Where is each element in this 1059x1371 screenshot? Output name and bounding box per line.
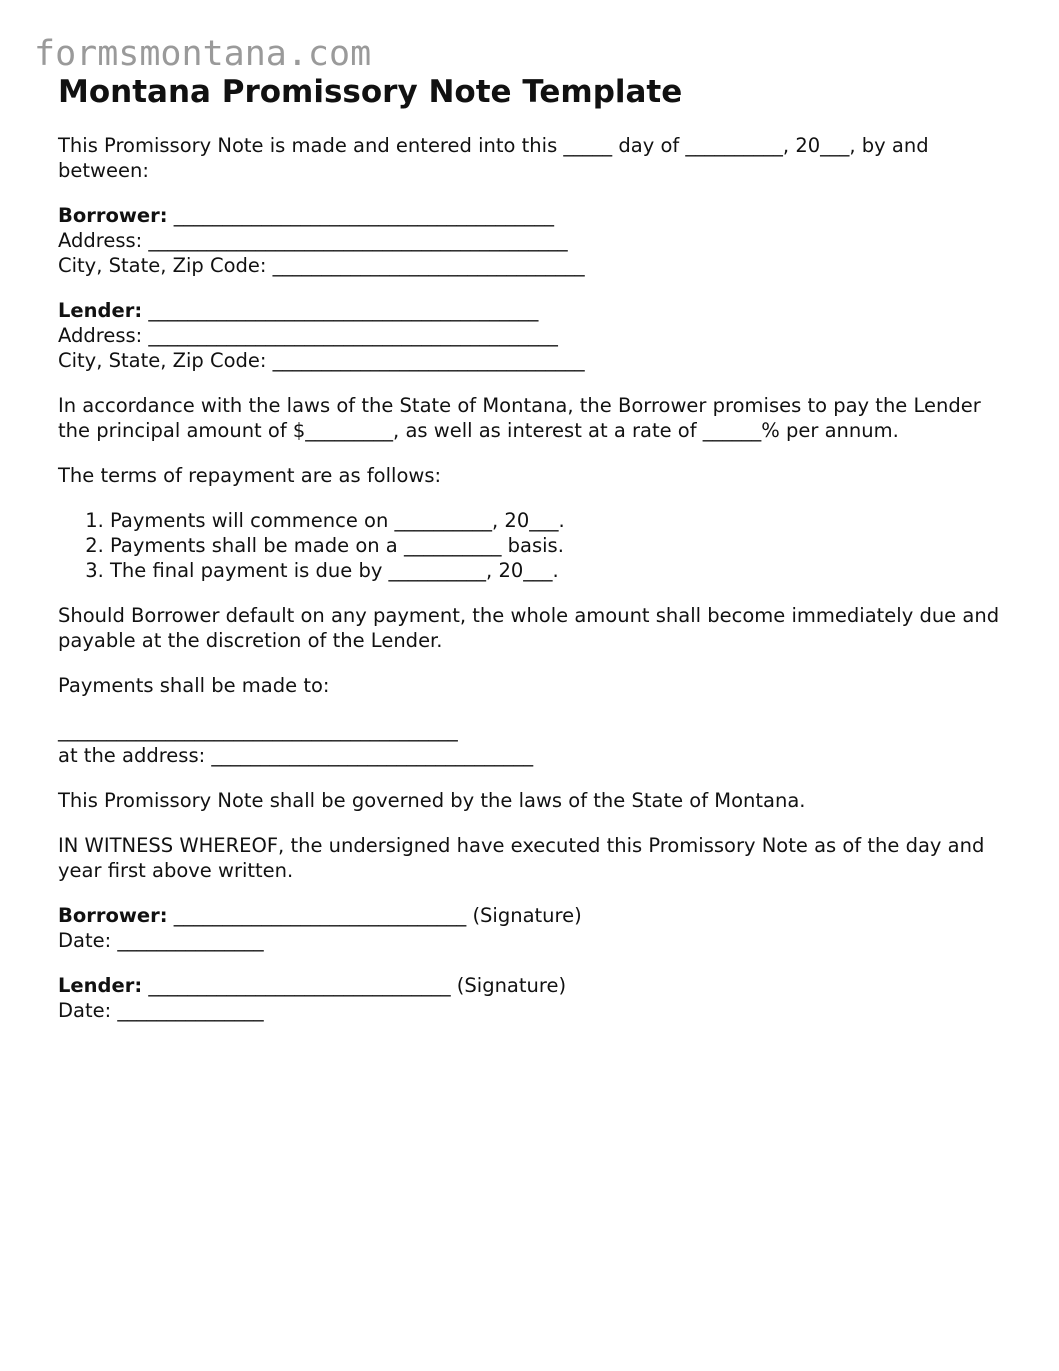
terms-list-item: 1. Payments will commence on __________, 20___. (110, 508, 1003, 533)
borrower-signature-line (58, 903, 1003, 928)
lender-label: Lender: (58, 299, 143, 322)
default-paragraph: Should Borrower default on any payment, the whole amount shall become immediately due and payable at the discretion of the Lender. (58, 604, 1000, 652)
lender-info-block (58, 298, 1003, 373)
document-body (58, 133, 1003, 1043)
principal-paragraph: In accordance with the laws of the State of Montana, the Borrower promises to pay the Lender the principal amount of $_________, as well as interest at a rate of ______% per annum. (58, 394, 981, 442)
borrower-info-block (58, 203, 1003, 278)
payments-to-label: Payments shall be made to: (58, 674, 330, 697)
borrower-name-blank[interactable]: _______________________________________ (167, 204, 554, 227)
borrower-label: Borrower: (58, 204, 168, 227)
lender-name-line (58, 298, 1003, 323)
payment-address-line[interactable]: at the address: _________________________________ (58, 744, 534, 767)
terms-list (58, 508, 1003, 583)
borrower-name-line (58, 203, 1003, 228)
witness-paragraph: IN WITNESS WHEREOF, the undersigned have executed this Promissory Note as of the day and year first above written. (58, 834, 985, 882)
intro-paragraph: This Promissory Note is made and entered into this _____ day of __________, 20___, by and between: (58, 134, 929, 182)
borrower-address-line[interactable]: Address: ___________________________________________ (58, 229, 568, 252)
borrower-signature-block (58, 903, 1003, 953)
lender-signature-label: Lender: (58, 974, 143, 997)
borrower-date-line[interactable]: Date: _______________ (58, 929, 264, 952)
lender-signature-field[interactable]: _______________________________ (Signature) (142, 974, 567, 997)
terms-list-item: 3. The final payment is due by __________, 20___. (110, 558, 1003, 583)
terms-intro: The terms of repayment are as follows: (58, 464, 442, 487)
borrower-signature-label: Borrower: (58, 904, 168, 927)
borrower-city-line[interactable]: City, State, Zip Code: ________________________________ (58, 254, 585, 277)
lender-date-line[interactable]: Date: _______________ (58, 999, 264, 1022)
watermark: formsmontana.com (34, 34, 372, 74)
lender-address-line[interactable]: Address: __________________________________________ (58, 324, 558, 347)
lender-signature-block (58, 973, 1003, 1023)
lender-signature-line (58, 973, 1003, 998)
document-title: Montana Promissory Note Template (58, 74, 683, 110)
lender-name-blank[interactable]: ________________________________________ (142, 299, 539, 322)
payment-recipient-block (58, 718, 1003, 768)
borrower-signature-field[interactable]: ______________________________ (Signature) (167, 904, 582, 927)
payment-recipient-blank[interactable]: _________________________________________ (58, 719, 458, 742)
lender-city-line[interactable]: City, State, Zip Code: ________________________________ (58, 349, 585, 372)
governing-law-paragraph: This Promissory Note shall be governed by the laws of the State of Montana. (58, 789, 806, 812)
terms-list-item: 2. Payments shall be made on a __________ basis. (110, 533, 1003, 558)
